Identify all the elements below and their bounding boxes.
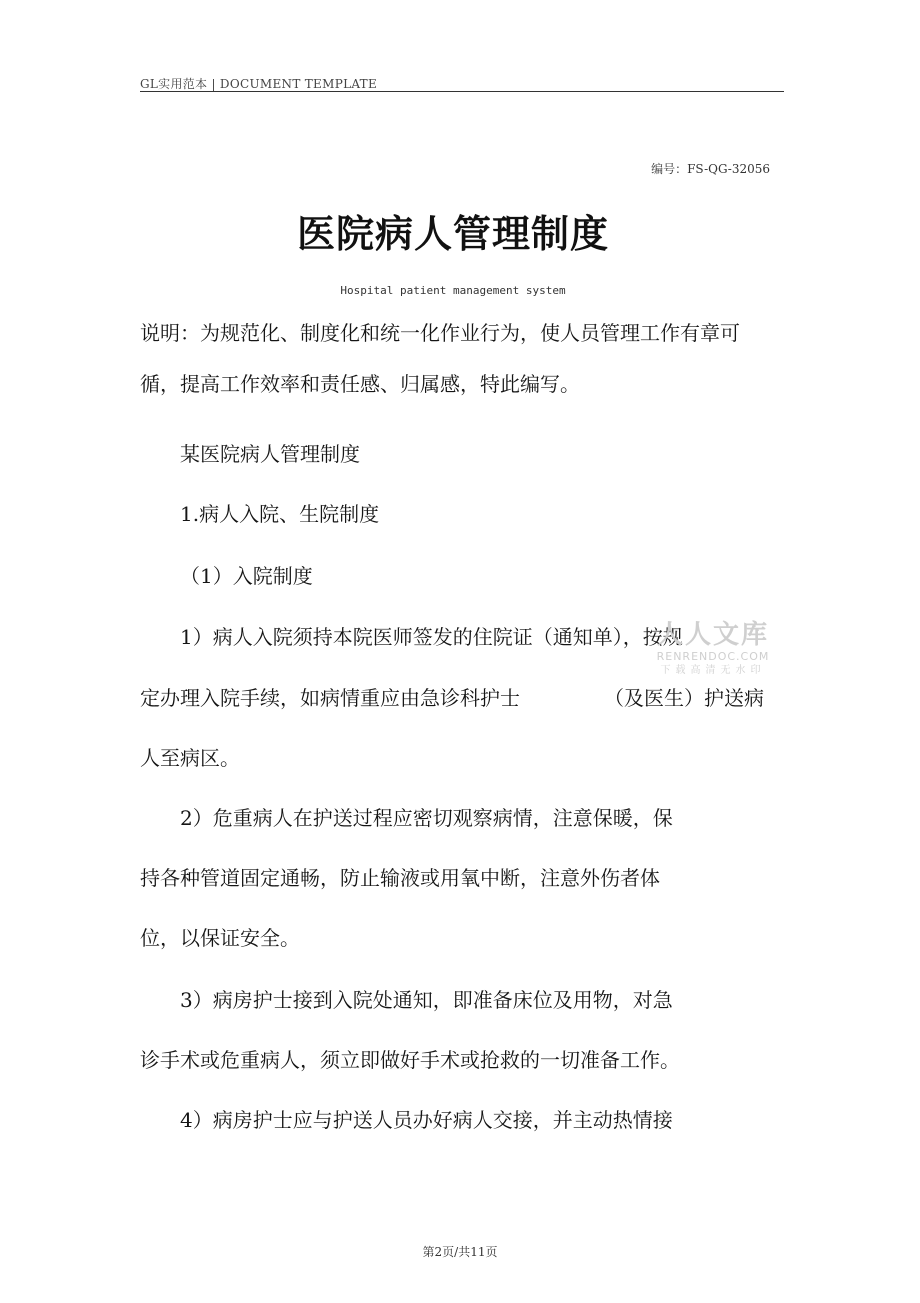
page-number: 第2页/共11页	[422, 1245, 498, 1259]
watermark-brand: 人人文库	[656, 620, 769, 650]
document-subtitle: Hospital patient management system	[340, 284, 566, 297]
item-3-line-2: 诊手术或危重病人，须立即做好手术或抢救的一切准备工作。	[140, 1048, 680, 1072]
item-2-line-1: 2）危重病人在护送过程应密切观察病情，注意保暖，保	[180, 806, 673, 830]
page-header: GL实用范本 | DOCUMENT TEMPLATE	[140, 77, 378, 91]
item-2-line-3: 位，以保证安全。	[140, 926, 300, 950]
description-line-1: 说明：为规范化、制度化和统一化作业行为，使人员管理工作有章可	[140, 321, 740, 345]
item-1-line-1: 1）病人入院须持本院医师签发的住院证（通知单），按规	[180, 625, 683, 649]
description-line-2: 循，提高工作效率和责任感、归属感，特此编写。	[140, 372, 580, 396]
item-1-line-2b: （及医生）护送病	[604, 686, 764, 710]
item-3-line-1: 3）病房护士接到入院处通知，即准备床位及用物，对急	[180, 988, 673, 1012]
document-number: 编号：FS-QG-32056	[651, 162, 770, 176]
document-title: 医院病人管理制度	[296, 211, 609, 256]
item-2-line-2: 持各种管道固定通畅，防止输液或用氧中断，注意外伤者体	[140, 866, 660, 890]
heading-admission-discharge: 1.病人入院、生院制度	[180, 502, 380, 526]
item-1-line-3: 人至病区。	[140, 746, 240, 770]
watermark	[648, 620, 778, 677]
header-divider	[140, 91, 784, 92]
watermark-url: RENRENDOC.COM	[656, 650, 770, 663]
item-4-line-1: 4）病房护士应与护送人员办好病人交接，并主动热情接	[180, 1108, 673, 1132]
watermark-note: 下载高清无水印	[660, 665, 766, 676]
heading-admission: （1）入院制度	[180, 564, 313, 588]
section-title: 某医院病人管理制度	[180, 442, 360, 466]
item-1-line-2a: 定办理入院手续，如病情重应由急诊科护士	[140, 686, 520, 710]
